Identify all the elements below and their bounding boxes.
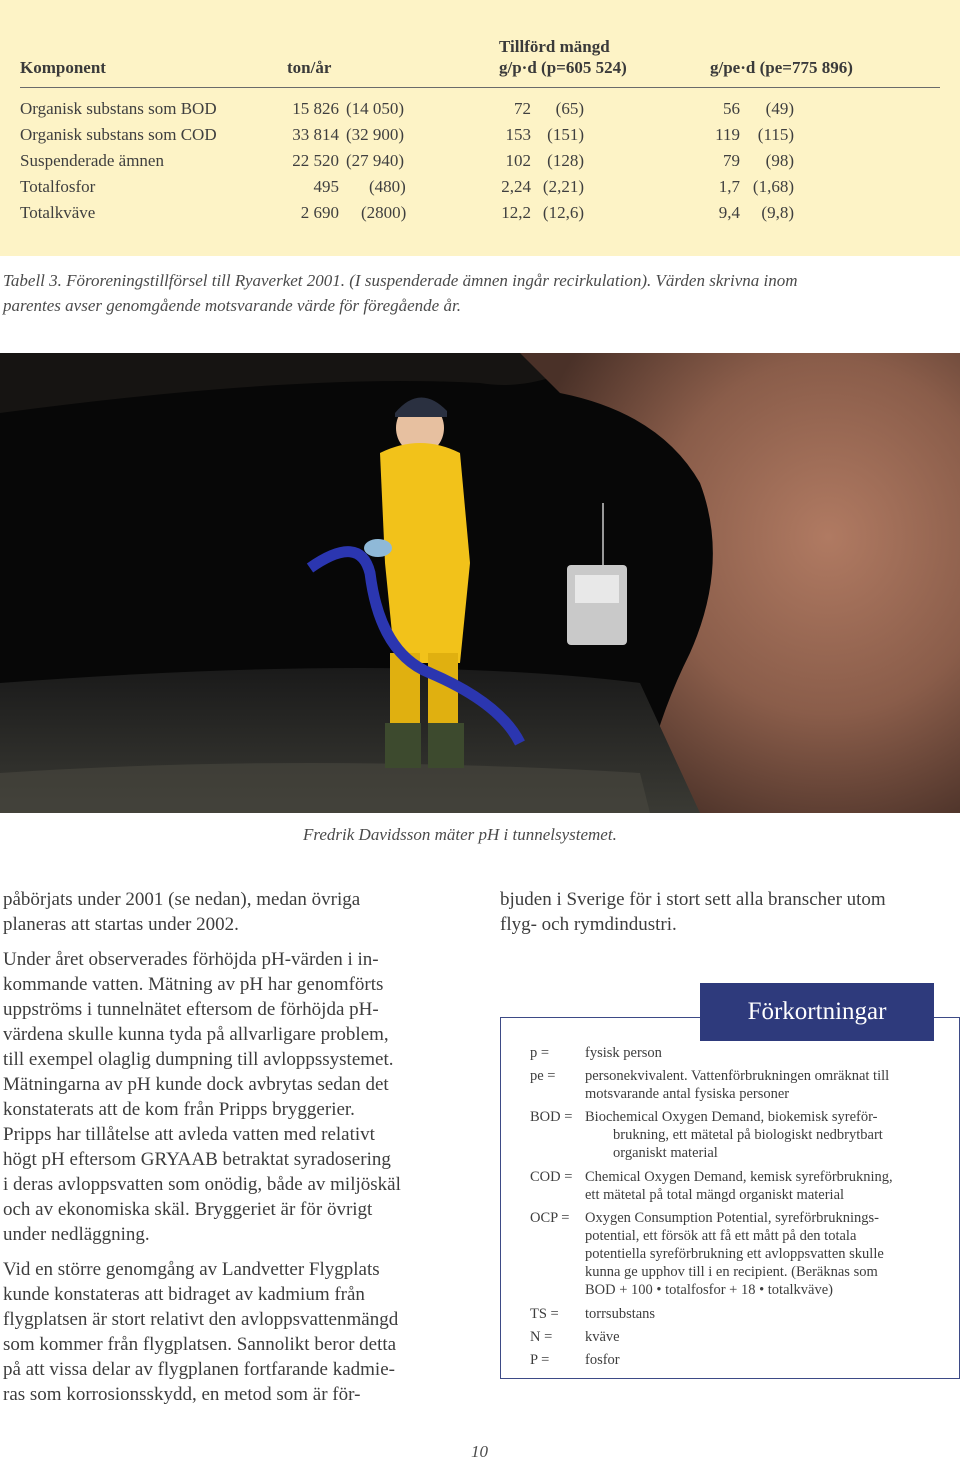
cell-ton-prev: (32 900): [346, 125, 405, 144]
table-panel: [0, 0, 960, 256]
table-rule: [20, 87, 940, 88]
header-ton: ton/år: [287, 58, 332, 77]
abbreviation-definition: personekvivalent. Vattenförbrukningen omräknat till motsvarande antal fysiska personer: [585, 1068, 890, 1102]
cell-name: Suspenderade ämnen: [20, 151, 164, 170]
cell-gpe-prev: (98): [765, 151, 794, 170]
cell-ton: 495: [313, 177, 339, 196]
abbreviation-definition: fosfor: [585, 1352, 620, 1368]
cell-gp-prev: (151): [547, 125, 584, 144]
abbreviation-term: P =: [530, 1352, 550, 1368]
abbreviation-term: TS =: [530, 1306, 559, 1322]
cell-gp: 2,24: [501, 177, 531, 196]
cell-name: Totalfosfor: [20, 177, 96, 196]
cell-name: Organisk substans som COD: [20, 125, 217, 144]
abbreviation-term: COD =: [530, 1169, 573, 1185]
cell-gpe: 119: [715, 125, 740, 144]
cell-ton: 2 690: [300, 203, 339, 222]
right-column: bjuden i Sverige för i stort sett alla branscher utom flyg- och rymdindustri.: [500, 889, 886, 935]
cell-ton-prev: (2800): [361, 203, 407, 222]
cell-ton: 22 520: [292, 151, 339, 170]
cell-gpe: 1,7: [718, 177, 740, 196]
paragraph: påbörjats under 2001 (se nedan), medan övriga planeras att startas under 2002.: [3, 889, 361, 935]
cell-gp: 153: [505, 125, 531, 144]
header-komponent: Komponent: [20, 58, 106, 77]
page-number: 10: [471, 1442, 488, 1461]
photo-caption: Fredrik Davidsson mäter pH i tunnelsystemet.: [303, 825, 617, 844]
cell-ton-prev: (14 050): [346, 99, 405, 118]
cell-gpe-prev: (9,8): [761, 203, 794, 222]
abbreviation-definition: Oxygen Consumption Potential, syreförbruknings- potential, ett försök att få ett mått på den totala potentiella syreförbrukning ett avloppsvatten skulle kunna ge upphov till i en recipient. (Beräknas som BOD + 100 • totalfosfor + 18 • totalkväve): [585, 1210, 884, 1298]
table-row: [0, 177, 960, 203]
paragraph: Under året observerades förhöjda pH-värden i in- kommande vatten. Mätning av pH har genomförts uppströms i tunnelnätet eftersom de förhöjda pH- värdena skulle kunna tyda på allvarligare problem, till exempel olaglig dumpning till avloppssystemet. Mätningarna av pH kunde dock avbrytas sedan det konstaterats att de kom från Pripps bryggerier. Pripps har tillåtelse att avleda vatten med relativt högt pH eftersom GRYAAB betraktat syradosering i deras avloppsvatten som onödig, både av miljöskäl och av ekonomiska skäl. Bryggeriet är för övrigt under nedläggning.: [3, 949, 401, 1245]
cell-gpe: 9,4: [718, 203, 740, 222]
cell-ton-prev: (27 940): [346, 151, 405, 170]
table-row: [0, 151, 960, 177]
abbreviation-definition: Biochemical Oxygen Demand, biokemisk syreför- brukning, ett mätetal på biologiskt nedbrytbart organiskt material: [585, 1109, 883, 1161]
cell-gpe: 56: [723, 99, 740, 118]
abbreviation-definition: fysisk person: [585, 1045, 662, 1061]
cell-gp-prev: (65): [555, 99, 584, 118]
cell-ton: 15 826: [292, 99, 339, 118]
abbreviation-definition: Chemical Oxygen Demand, kemisk syreförbrukning, ett mätetal på total mängd organiskt material: [585, 1169, 893, 1203]
abbreviation-term: N =: [530, 1329, 553, 1345]
cell-gp: 12,2: [501, 203, 531, 222]
table-caption-line2: parentes avser genomgående motsvarande värde för föregående år.: [3, 296, 461, 315]
abbreviations-title: Förkortningar: [700, 983, 934, 1041]
cell-gpe-prev: (49): [765, 99, 794, 118]
cell-gpe: 79: [723, 151, 740, 170]
paragraph: Vid en större genomgång av Landvetter Flygplats kunde konstateras att bidraget av kadmium från flygplatsen är stort relativt den avloppsvattenmängd som kommer från flygplatsen. Sannolikt beror detta på att vissa delar av flygplanen fortfarande kadmie- ras som korrosionsskydd, en metod som är för-: [3, 1259, 399, 1405]
cell-ton: 33 814: [292, 125, 339, 144]
table-row: [0, 203, 960, 229]
abbreviation-definition: torrsubstans: [585, 1306, 656, 1322]
abbreviation-term: BOD =: [530, 1109, 573, 1125]
cell-name: Organisk substans som BOD: [20, 99, 217, 118]
cell-gp-prev: (128): [547, 151, 584, 170]
cell-gpe-prev: (115): [757, 125, 794, 144]
cell-ton-prev: (480): [369, 177, 406, 196]
cell-name: Totalkväve: [20, 203, 96, 222]
abbreviation-definition: kväve: [585, 1329, 620, 1345]
header-tillford: Tillförd mängd: [499, 37, 610, 56]
table-caption-line1: Tabell 3. Föroreningstillförsel till Ryaverket 2001. (I suspenderade ämnen ingår recirkulation). Värden skrivna inom: [3, 271, 798, 290]
cell-gp-prev: (2,21): [542, 177, 584, 196]
cell-gp-prev: (12,6): [542, 203, 584, 222]
abbreviation-term: pe =: [530, 1068, 556, 1084]
left-column: [3, 887, 401, 1407]
tunnel-photo: [0, 353, 960, 813]
table-row: [0, 125, 960, 151]
header-gpd: g/p·d (p=605 524): [499, 58, 627, 77]
table-row: [0, 99, 960, 125]
abbreviation-term: p =: [530, 1045, 550, 1061]
cell-gp: 72: [514, 99, 531, 118]
cell-gp: 102: [505, 151, 531, 170]
abbreviation-term: OCP =: [530, 1210, 570, 1226]
header-gped: g/pe·d (pe=775 896): [710, 58, 853, 77]
cell-gpe-prev: (1,68): [752, 177, 794, 196]
